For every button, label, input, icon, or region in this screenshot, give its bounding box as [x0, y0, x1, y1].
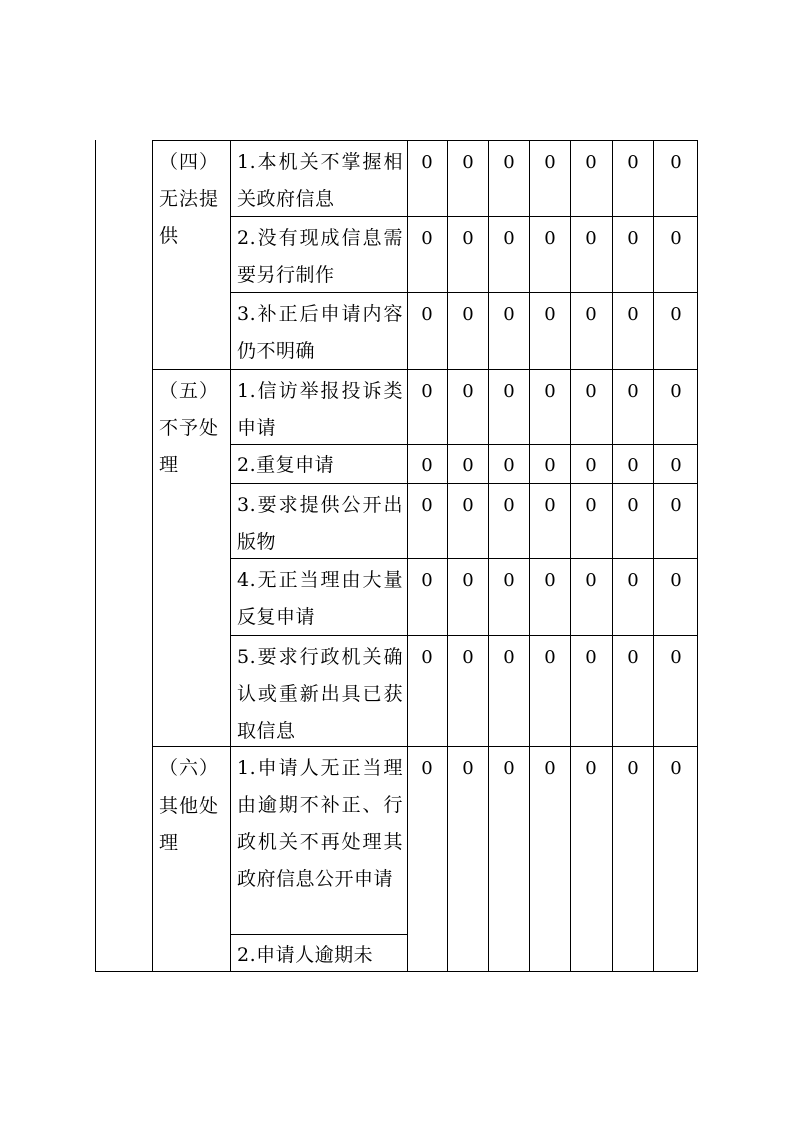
- item-label: 2.申请人逾期未: [237, 944, 374, 966]
- value-cell: 0: [462, 455, 474, 476]
- value-cell: 0: [585, 758, 597, 779]
- group-title-line: 无法提: [159, 188, 220, 210]
- item-label: 1.申请人无正当理由逾期不补正、行政机关不再处理其政府信息公开申请: [237, 757, 403, 890]
- value-cell: 0: [462, 304, 474, 325]
- value-cell: 0: [544, 152, 556, 173]
- table-column-rule: [488, 140, 489, 972]
- group-title-line: 理: [159, 832, 180, 854]
- table-column-rule: [612, 140, 613, 972]
- value-cell: 0: [503, 647, 515, 668]
- item-label: 5.要求行政机关确认或重新出具已获取信息: [237, 646, 403, 742]
- table-column-rule: [230, 140, 231, 972]
- value-cell: 0: [421, 495, 433, 516]
- table-column-rule: [529, 140, 530, 972]
- group-title-line: 其他处: [159, 795, 220, 817]
- value-cell: 0: [670, 304, 682, 325]
- group-title-line: （四）: [159, 151, 220, 173]
- value-cell: 0: [462, 647, 474, 668]
- value-cell: 0: [670, 758, 682, 779]
- value-cell: 0: [503, 758, 515, 779]
- value-cell: 0: [544, 381, 556, 402]
- table-row-rule: [230, 934, 408, 935]
- value-cell: 0: [627, 228, 639, 249]
- value-cell: 0: [627, 758, 639, 779]
- table-column-rule: [570, 140, 571, 972]
- value-cell: 0: [670, 455, 682, 476]
- value-cell: 0: [503, 570, 515, 591]
- value-cell: 0: [627, 455, 639, 476]
- item-label: 4.无正当理由大量反复申请: [237, 569, 403, 628]
- table-column-rule: [152, 140, 153, 972]
- item-label: 1.本机关不掌握相关政府信息: [237, 151, 403, 210]
- value-cell: 0: [462, 381, 474, 402]
- value-cell: 0: [544, 228, 556, 249]
- value-cell: 0: [421, 228, 433, 249]
- group-title-line: 理: [159, 454, 180, 476]
- value-cell: 0: [585, 381, 597, 402]
- value-cell: 0: [544, 304, 556, 325]
- value-cell: 0: [585, 228, 597, 249]
- value-cell: 0: [627, 570, 639, 591]
- table-right-border: [697, 140, 698, 972]
- value-cell: 0: [670, 152, 682, 173]
- table-column-rule: [653, 140, 654, 972]
- value-cell: 0: [462, 495, 474, 516]
- table-group-rule: [152, 369, 698, 370]
- value-cell: 0: [462, 570, 474, 591]
- value-cell: 0: [503, 304, 515, 325]
- value-cell: 0: [503, 381, 515, 402]
- item-label: 2.重复申请: [237, 454, 335, 476]
- value-cell: 0: [462, 758, 474, 779]
- table-top-border: [152, 140, 698, 141]
- table-group-rule: [152, 746, 698, 747]
- item-label: 2.没有现成信息需要另行制作: [237, 227, 403, 286]
- value-cell: 0: [503, 495, 515, 516]
- value-cell: 0: [585, 304, 597, 325]
- value-cell: 0: [585, 455, 597, 476]
- value-cell: 0: [421, 647, 433, 668]
- value-cell: 0: [421, 381, 433, 402]
- value-cell: 0: [585, 152, 597, 173]
- group-title-line: 不予处: [159, 417, 220, 439]
- value-cell: 0: [462, 228, 474, 249]
- group-title-line: （六）: [159, 757, 220, 779]
- value-cell: 0: [585, 495, 597, 516]
- value-cell: 0: [421, 570, 433, 591]
- value-cell: 0: [670, 570, 682, 591]
- value-cell: 0: [503, 455, 515, 476]
- table-column-rule: [407, 140, 408, 972]
- value-cell: 0: [544, 758, 556, 779]
- value-cell: 0: [670, 228, 682, 249]
- value-cell: 0: [585, 570, 597, 591]
- value-cell: 0: [670, 495, 682, 516]
- item-label: 3.要求提供公开出版物: [237, 494, 403, 553]
- group-title-line: （五）: [159, 380, 220, 402]
- value-cell: 0: [627, 304, 639, 325]
- value-cell: 0: [421, 152, 433, 173]
- value-cell: 0: [670, 381, 682, 402]
- value-cell: 0: [421, 304, 433, 325]
- value-cell: 0: [462, 152, 474, 173]
- table-column-rule: [447, 140, 448, 972]
- value-cell: 0: [544, 495, 556, 516]
- value-cell: 0: [503, 228, 515, 249]
- item-label: 3.补正后申请内容仍不明确: [237, 303, 403, 362]
- group-title-line: 供: [159, 225, 180, 247]
- item-label: 1.信访举报投诉类申请: [237, 380, 403, 439]
- value-cell: 0: [421, 758, 433, 779]
- value-cell: 0: [585, 647, 597, 668]
- value-cell: 0: [627, 152, 639, 173]
- value-cell: 0: [627, 381, 639, 402]
- table-left-border: [95, 140, 96, 972]
- value-cell: 0: [544, 647, 556, 668]
- value-cell: 0: [670, 647, 682, 668]
- value-cell: 0: [421, 455, 433, 476]
- value-cell: 0: [627, 647, 639, 668]
- value-cell: 0: [627, 495, 639, 516]
- value-cell: 0: [544, 455, 556, 476]
- value-cell: 0: [544, 570, 556, 591]
- value-cell: 0: [503, 152, 515, 173]
